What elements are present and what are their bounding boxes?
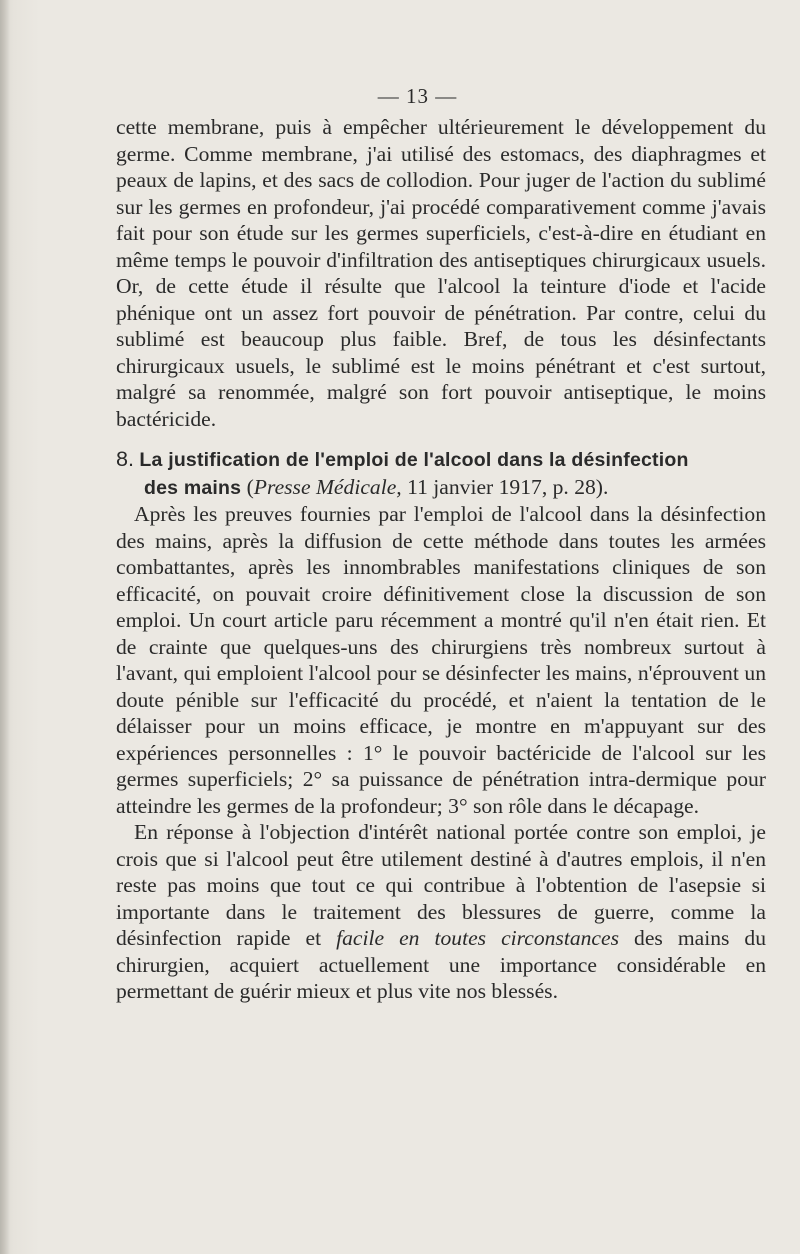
paragraph-apres: Après les preuves fournies par l'emploi de l'alcool dans la désinfection des mains, après la diffusion de cette méthode dans toutes les armées combattantes, après les innombrables manifestations cliniques de son efficacité, on pouvait croire définitivement close la discussion de son emploi. Un court article paru récemment a montré qu'il n'en était rien. Et de crainte que quelques-uns des chirurgiens très nombreux surtout à l'avant, qui emploient l'alcool pour se désinfecter les mains, n'éprouvent un doute pénible sur l'efficacité du procédé, et n'aient la tentation de le délaisser pour un moins efficace, je montre en m'appuyant sur des expériences personnelles : 1° le pouvoir bactéricide de l'alcool sur les germes superficiels; 2° sa puissance de pénétration intra-dermique pour atteindre les germes de la profondeur; 3° son rôle dans le décapage. bbox=[116, 502, 766, 818]
binding-shadow bbox=[0, 0, 10, 1254]
journal-name: Presse Médicale, bbox=[253, 474, 402, 499]
section-number: 8. bbox=[116, 446, 135, 471]
paragraph-reponse bbox=[116, 819, 766, 1005]
paragraph-reponse-part2: des mains du chirurgien, acquiert actuellement une importance considérable en permettant de guérir mieux et plus vite nos blessés. bbox=[116, 926, 767, 1003]
paragraph-reponse-part1: En réponse à l'objection d'intérêt national portée contre son emploi, je crois que si l'alcool peut être utilement destiné à d'autres emplois, il n'en reste pas moins que tout ce qui contribue à l'obtention de l'asepsie si importante dans le traitement des blessures de guerre, comme la désinfection rapide et bbox=[116, 820, 766, 950]
section-title-line1: La justification de l'emploi de l'alcool dans la désinfection bbox=[139, 449, 689, 471]
section-heading bbox=[116, 446, 766, 501]
body-text bbox=[116, 114, 766, 1005]
paragraph-continuation: cette membrane, puis à empêcher ultérieurement le développement du germe. Comme membrane, j'ai utilisé des estomacs, des diaphragmes et peaux de lapins, et des sacs de collodion. Pour juger de l'action du sublimé sur les germes en profondeur, j'ai procédé comparativement comme j'avais fait pour son étude sur les germes superficiels, c'est-à-dire en étudiant en même temps le pouvoir d'infiltration des antiseptiques chirurgicaux usuels. Or, de cette étude il résulte que l'alcool la teinture d'iode et l'acide phénique ont un assez fort pouvoir de pénétration. Par contre, celui du sublimé est beaucoup plus faible. Bref, de tous les désinfectants chirurgicaux usuels, le sublimé est le moins pénétrant et c'est surtout, malgré sa renommée, malgré son fort pouvoir antiseptique, le moins bactéricide. bbox=[116, 115, 766, 431]
citation-open: ( bbox=[241, 474, 254, 499]
citation-details: 11 janvier 1917, p. 28). bbox=[401, 474, 609, 499]
paragraph-reponse-italic: facile en toutes circonstances bbox=[336, 926, 620, 950]
page-number: — 13 — bbox=[377, 84, 458, 108]
section-title-line2: des mains bbox=[144, 476, 242, 499]
